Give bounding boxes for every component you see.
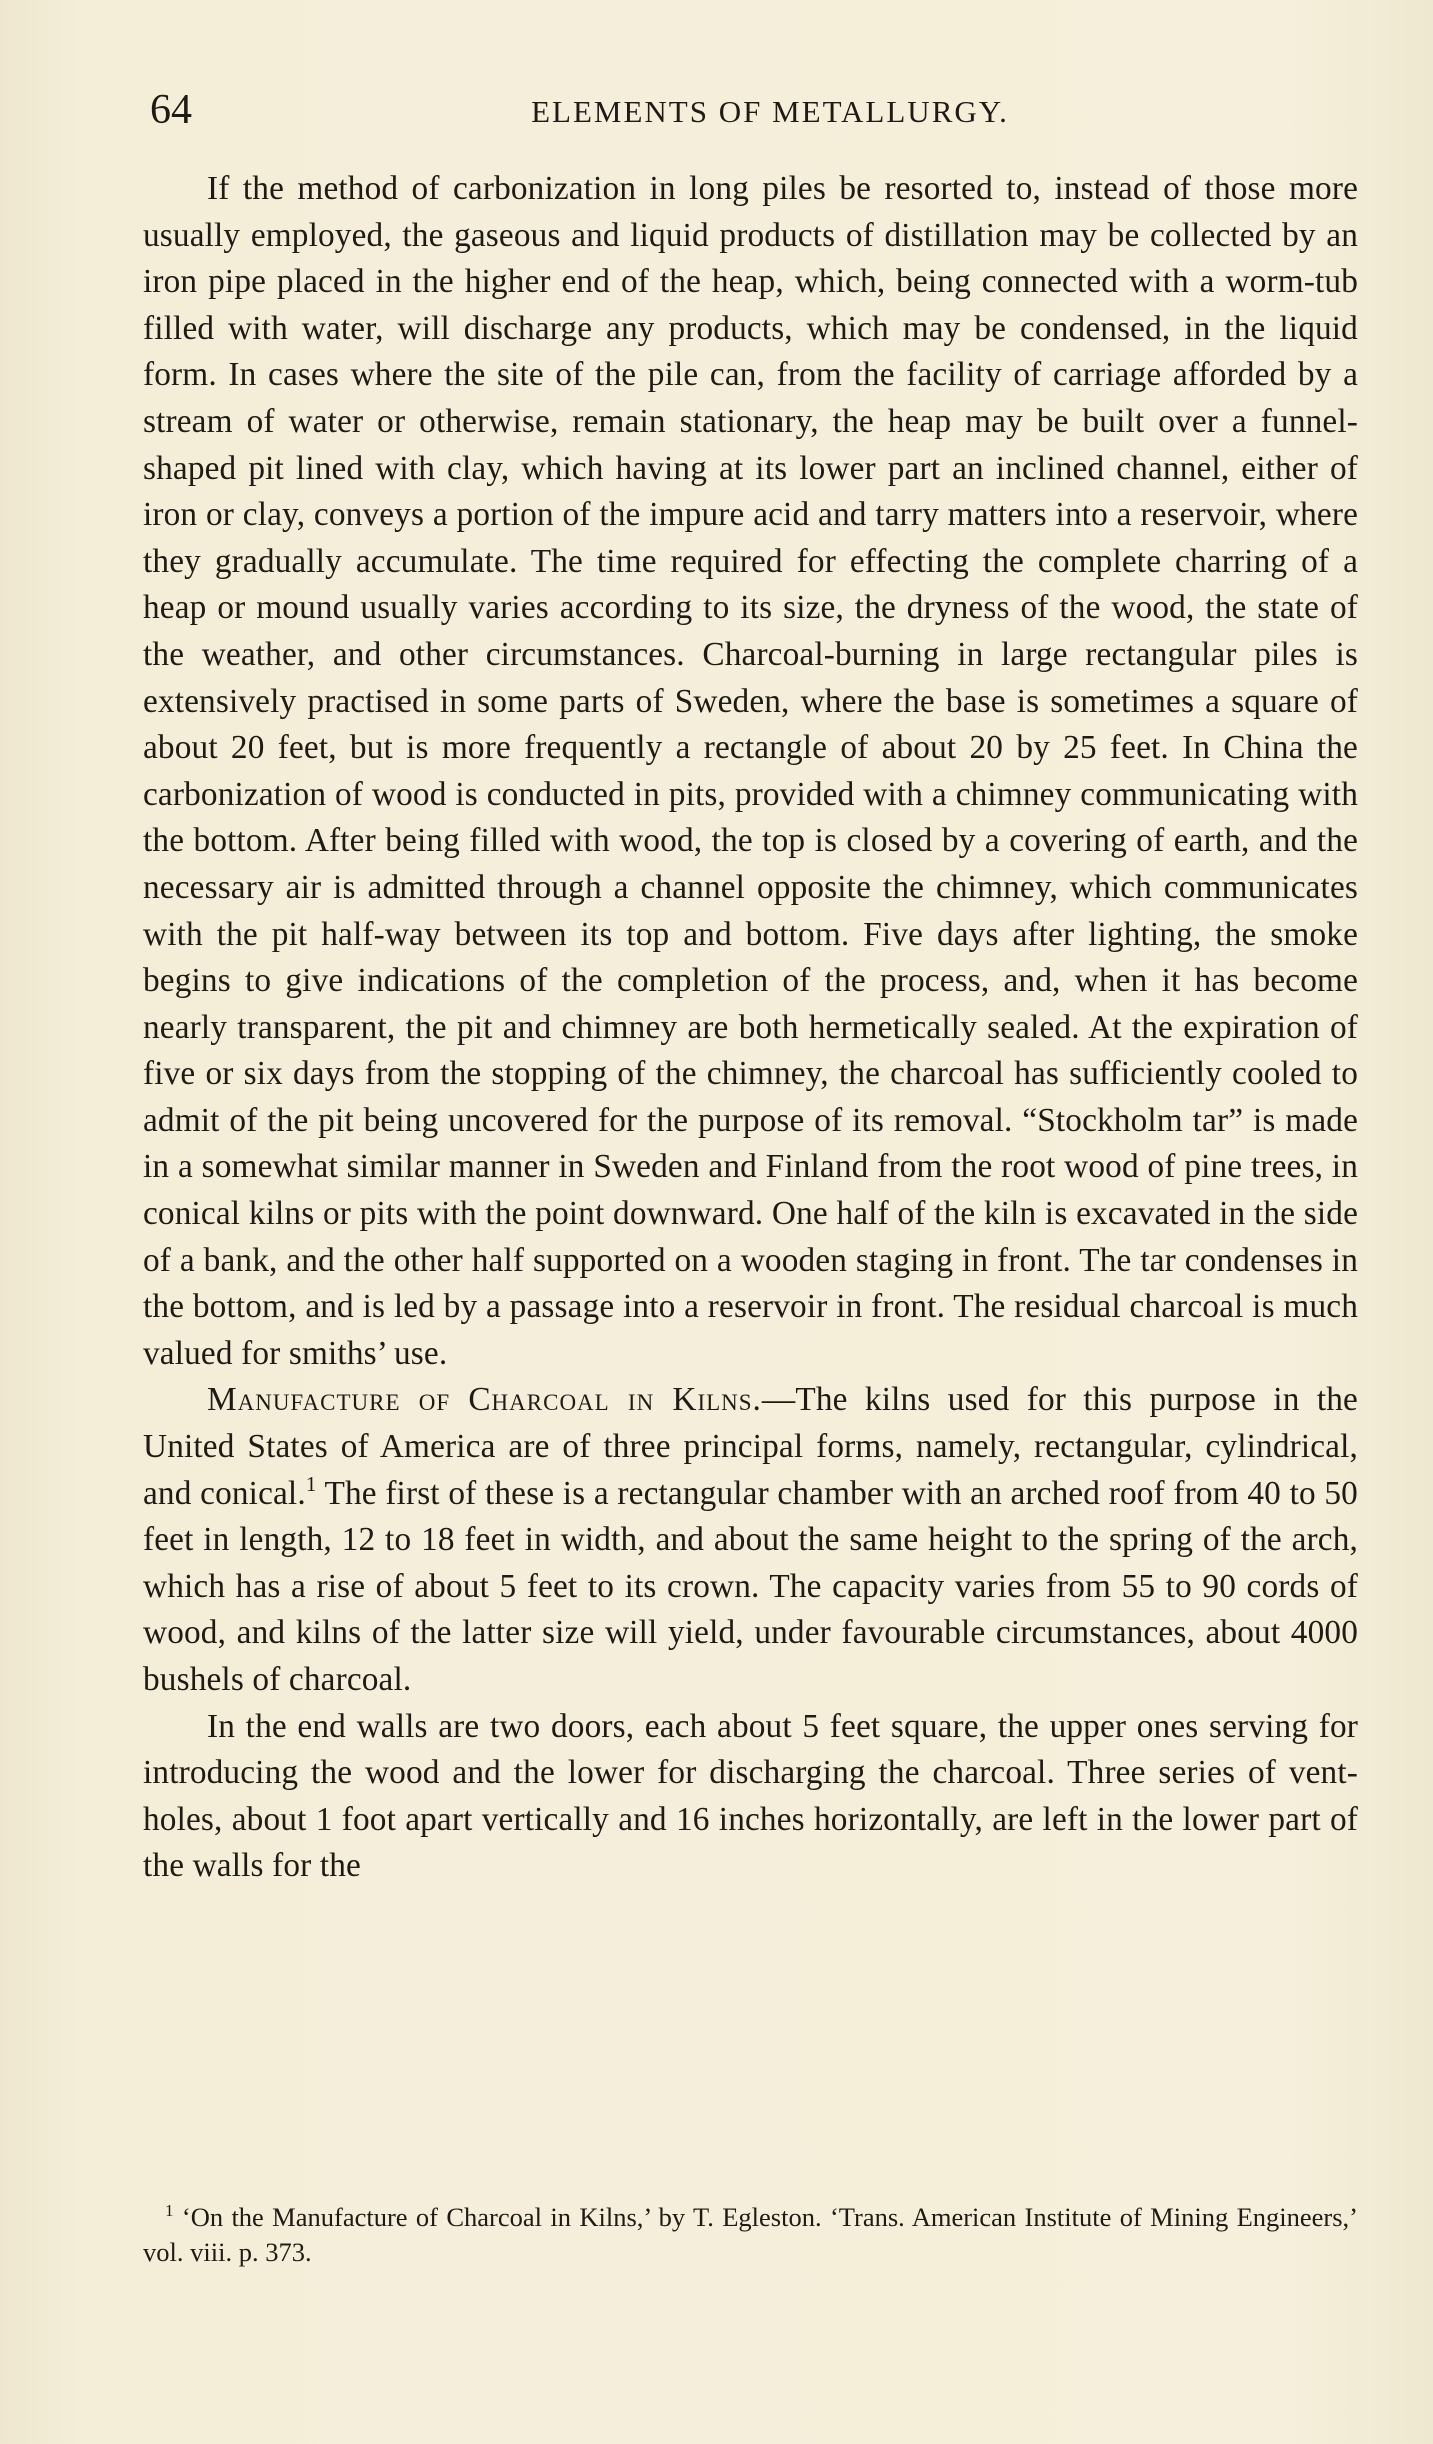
running-title: ELEMENTS OF METALLURGY.	[531, 94, 1009, 129]
running-header	[150, 86, 1350, 136]
paragraph-end-walls: In the end walls are two doors, each about 5 feet square, the upper ones serving for introducing the wood and the lower for discharging the charcoal. Three series of vent-holes, about 1 foot apart vertically and 16 inches horizontally, are left in the lower part of the walls for the	[143, 1707, 1358, 1885]
section-heading: Manufacture of Charcoal in Kilns.	[207, 1381, 762, 1419]
footnotes	[143, 2200, 1358, 2270]
paragraph-text: —The kilns used for this purpose in the United States of America are of three principal forms, namely, rectangular, cylindrical, and conical.	[143, 1381, 1358, 1512]
paragraph-text: The first of these is a rectangular chamber with an arched roof from 40 to 50 feet in length, 12 to 18 feet in width, and about the same height to the spring of the arch, which has a rise of about 5 feet to its crown. The capacity varies from 55 to 90 cords of wood, and kilns of the latter size will yield, under favourable circumstances, about 4000 bushels of charcoal.	[143, 1474, 1358, 1698]
body-text	[143, 166, 1358, 1890]
footnote	[143, 2200, 1358, 2270]
paragraph-charcoal-kilns	[143, 1377, 1358, 1703]
page-number: 64	[150, 87, 192, 133]
paragraph-carbonization-piles: If the method of carbonization in long piles be resorted to, instead of those more usually employed, the gaseous and liquid products of distillation may be collected by an iron pipe placed in the higher end of the heap, which, being connected with a worm-tub filled with water, will discharge any products, which may be condensed, in the liquid form. In cases where the site of the pile can, from the facility of carriage afforded by a stream of water or otherwise, remain stationary, the heap may be built over a funnel-shaped pit lined with clay, which having at its lower part an inclined channel, either of iron or clay, conveys a portion of the impure acid and tarry matters into a reservoir, where they gradually accumulate. The time required for effecting the complete charring of a heap or mound usually varies according to its size, the dryness of the wood, the state of the weather, and other circumstances. Charcoal-burning in large rectangular piles is extensively practised in some parts of Sweden, where the base is sometimes a square of about 20 feet, but is more frequently a rectangle of about 20 by 25 feet. In China the carbonization of wood is conducted in pits, provided with a chimney communicating with the bottom. After being filled with wood, the top is closed by a covering of earth, and the necessary air is admitted through a channel opposite the chimney, which communicates with the pit half-way between its top and bottom. Five days after lighting, the smoke begins to give indications of the completion of the process, and, when it has become nearly transparent, the pit and chimney are both hermetically sealed. At the expiration of five or six days from the stopping of the chimney, the charcoal has sufficiently cooled to admit of the pit being uncovered for the purpose of its removal. “Stockholm tar” is made in a somewhat similar manner in Sweden and Finland from the root wood of pine trees, in conical kilns or pits with the point downward. One half of the kiln is excavated in the side of a bank, and the other half supported on a wooden staging in front. The tar condenses in the bottom, and is led by a passage into a reservoir in front. The residual charcoal is much valued for smiths’ use.	[143, 170, 1358, 1372]
footnote-reference: 1	[305, 1471, 317, 1496]
footnote-mark: 1	[165, 2201, 174, 2220]
footnote-text: ‘On the Manufacture of Charcoal in Kilns,’ by T. Egleston. ‘Trans. American Institute of Mining Engineers,’ vol. viii. p. 373.	[143, 2202, 1358, 2267]
